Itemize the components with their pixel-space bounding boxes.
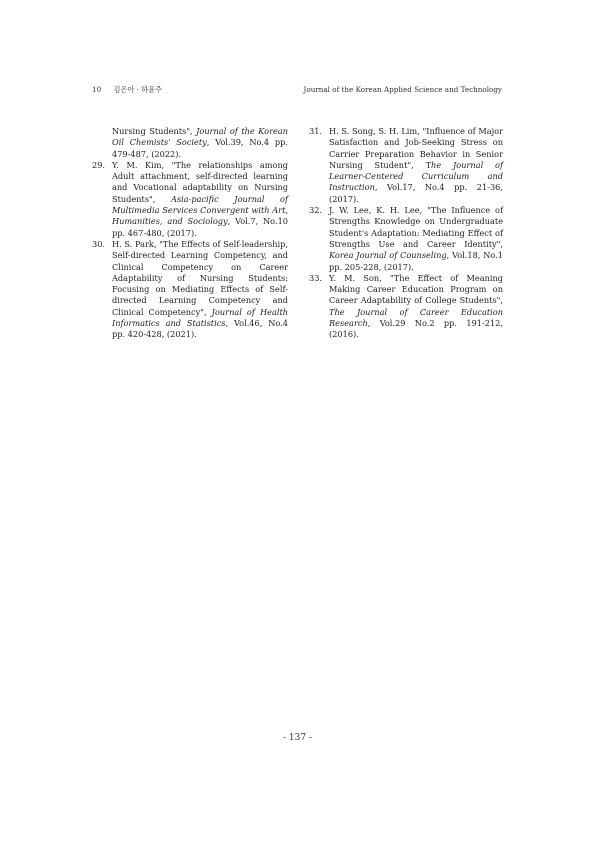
reference-source-title: Journal of the Korean Oil Chemists' Society <box>112 126 288 148</box>
reference-entry <box>309 126 503 205</box>
references-left-column <box>92 126 288 341</box>
reference-text: Y. M. Son, "The Effect of Meaning Making Career Education Program on Career Adaptability of College Students", <box>329 272 503 306</box>
journal-title: Journal of the Korean Applied Science and Technology <box>303 85 502 94</box>
reference-text: , Vol.7, No.10 pp. 467-480, (2017). <box>112 216 288 238</box>
running-header <box>92 85 502 97</box>
reference-number: 31. <box>309 126 323 136</box>
header-authors: 김은아 · 하윤주 <box>113 85 162 94</box>
reference-text: H. S. Song, S. H. Lim, "Influence of Major Satisfaction and Job-Seeking Stress on Carrier Preparation Behavior in Senior Nursing Student", T <box>329 126 503 170</box>
reference-text: Nursing Students", <box>112 126 197 136</box>
header-left <box>92 85 162 95</box>
reference-source-title: he Journal of Learner-Centered Curriculum and Instruction <box>329 159 503 193</box>
reference-entry <box>309 273 503 341</box>
reference-source-title: Asia-pacific Journal of Multimedia Services Convergent with Art, Humanities, and Sociology <box>112 193 288 227</box>
references-right-column <box>309 126 503 341</box>
reference-source-title: Korea Journal of Counseling <box>329 250 447 261</box>
reference-entry <box>92 239 288 341</box>
reference-source-title: The Journal of Career Education Research <box>329 306 503 329</box>
reference-text: H. S. Park, "The Effects of Self-leadership, Self-directed Learning Competency, and Clinical Competency on Career Adaptability of Nursing Students: Focusing on Mediating Effects of Self-directed Learning Competency and Clinical Competency", <box>112 238 288 317</box>
reference-number: 30. <box>92 238 106 249</box>
page-number: 10 <box>92 85 102 94</box>
reference-text: , Vol.46, No.4 pp. 420-428, (2021). <box>112 318 288 340</box>
reference-text: , Vol.17, No.4 pp. 21-36, (2017). <box>329 182 503 204</box>
reference-number: 29. <box>92 159 106 170</box>
reference-entry <box>92 126 288 160</box>
reference-entry <box>92 160 288 239</box>
reference-text: , Vol.29 No.2 pp. 191-212, (2016). <box>329 318 503 340</box>
reference-text: Y. M. Kim, "The relationships among Adult attachment, self-directed learning and Vocational adaptability on Nursing Students", <box>112 159 288 204</box>
reference-number: 33. <box>309 272 323 283</box>
reference-text: J. W. Lee, K. H. Lee, "The Influence of Strengths Knowledge on Undergraduate Student's Adaptation: Mediating Effect of Strengths Use and Career Identity", <box>329 205 503 249</box>
reference-entry <box>309 205 503 273</box>
reference-source-title: Journal of Health Informatics and Statistics <box>112 306 289 329</box>
reference-number: 32. <box>309 205 323 216</box>
reference-text: , Vol.39, No.4 pp. 479-487, (2022). <box>112 137 288 159</box>
page-footer-number: - 137 - <box>283 733 312 743</box>
reference-text: , Vol.18, No.1 pp. 205-228, (2017). <box>329 250 503 272</box>
